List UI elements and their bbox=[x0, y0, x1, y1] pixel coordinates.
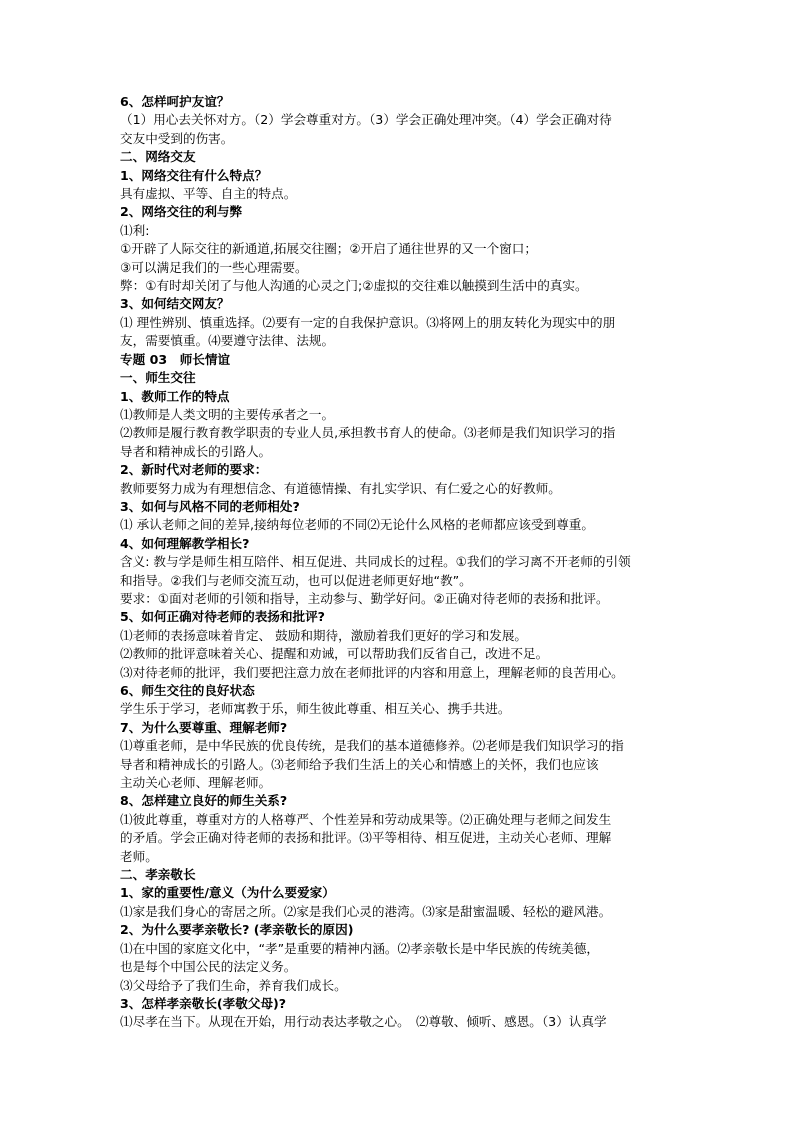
section-heading: 4、如何理解教学相长? bbox=[120, 535, 250, 551]
section-heading: 2、新时代对老师的要求： bbox=[120, 462, 268, 478]
section-heading: 2、网络交往的利与弊 bbox=[120, 204, 243, 220]
text-line: 主动关心老师、理解老师。 bbox=[120, 775, 272, 791]
text-line: ⑴ 承认老师之间的差异,接纳每位老师的不同⑵无论什么风格的老师都应该受到尊重。 bbox=[120, 517, 594, 533]
text-line: （1）用心去关怀对方。（2）学会尊重对方。（3）学会正确处理冲突。（4）学会正确对待 bbox=[120, 112, 612, 128]
section-heading: 6、师生交往的良好状态 bbox=[120, 683, 255, 698]
text-line: ⑴老师的表扬意味着肯定、 鼓励和期待，激励着我们更好的学习和发展。 bbox=[120, 627, 528, 643]
text-line: 老师。 bbox=[120, 848, 158, 864]
document-body bbox=[120, 93, 676, 1032]
text-line: 教师要努力成为有理想信念、有道德情操、有扎实学识、有仁爱之心的好教师。 bbox=[120, 480, 561, 496]
text-line: ⑶对待老师的批评，我们要把注意力放在老师批评的内容和用意上，理解老师的良苦用心。 bbox=[120, 664, 624, 680]
text-line: ⑶父母给予了我们生命，养育我们成长。 bbox=[120, 977, 347, 993]
text-line: ①开辟了人际交往的新通道,拓展交往圈；②开启了通往世界的又一个窗口； bbox=[120, 241, 537, 257]
text-line: 友，需要慎重。⑷要遵守法律、法规。 bbox=[120, 333, 335, 349]
text-line: 导者和精神成长的引路人。 bbox=[120, 443, 272, 459]
section-heading: 1、家的重要性/意义（为什么要爱家） bbox=[120, 885, 335, 901]
section-heading: 一、师生交往 bbox=[120, 370, 196, 386]
text-line: 具有虚拟、平等、自主的特点。 bbox=[120, 186, 297, 202]
section-heading: 二、网络交友 bbox=[120, 149, 196, 165]
text-line: 导者和精神成长的引路人。⑶老师给予我们生活上的关心和情感上的关怀，我们也应该 bbox=[120, 756, 599, 772]
section-heading: 3、怎样孝亲敬长(孝敬父母)? bbox=[120, 995, 287, 1011]
text-line: ⑴利: bbox=[120, 222, 150, 238]
section-heading: 3、如何结交网友？ bbox=[120, 296, 230, 312]
text-line: 学生乐于学习，老师寓教于乐，师生彼此尊重、相互关心、携手共进。 bbox=[120, 701, 511, 717]
text-line: ⑴尽孝在当下。从现在开始，用行动表达孝敬之心。 ⑵尊敬、倾听、感恩。（3）认真学 bbox=[120, 1014, 607, 1030]
text-line: ⑴教师是人类文明的主要传承者之一。 bbox=[120, 406, 335, 422]
section-heading: 专题 03 师长情谊 bbox=[120, 351, 231, 367]
text-line: ⑵教师的批评意味着关心、提醒和劝诫，可以帮助我们反省自己，改进不足。 bbox=[120, 646, 549, 662]
text-line: ⑴尊重老师，是中华民族的优良传统，是我们的基本道德修养。⑵老师是我们知识学习的指 bbox=[120, 738, 624, 754]
text-line: ⑴彼此尊重，尊重对方的人格尊严、个性差异和劳动成果等。⑵正确处理与老师之间发生 bbox=[120, 811, 612, 827]
section-heading: 3、如何与风格不同的老师相处? bbox=[120, 498, 300, 514]
text-line: 含义: 教与学是师生相互陪伴、相互促进、共同成长的过程。①我们的学习离不开老师的引领 bbox=[120, 554, 631, 570]
text-line: ⑵教师是履行教育教学职责的专业人员,承担教书育人的使命。⑶老师是我们知识学习的指 bbox=[120, 425, 616, 441]
text-line: 和指导。②我们与老师交流互动，也可以促进老师更好地“教”。 bbox=[120, 572, 472, 588]
text-line: ⑴家是我们身心的寄居之所。⑵家是我们心灵的港湾。⑶家是甜蜜温暖、轻松的避风港。 bbox=[120, 903, 612, 919]
section-heading: 8、怎样建立良好的师生关系? bbox=[120, 793, 288, 809]
section-heading: 7、为什么要尊重、理解老师? bbox=[120, 719, 288, 735]
text-line: 交友中受到的伤害。 bbox=[120, 130, 234, 146]
text-line: ③可以满足我们的一些心理需要。 bbox=[120, 259, 308, 275]
section-heading: 5、如何正确对待老师的表扬和批评? bbox=[120, 609, 325, 625]
text-line: ⑴ 理性辨别、慎重选择。⑵要有一定的自我保护意识。⑶将网上的朋友转化为现实中的朋 bbox=[120, 314, 616, 330]
text-line: 要求：①面对老师的引领和指导，主动参与、勤学好问。②正确对待老师的表扬和批评。 bbox=[120, 590, 609, 606]
text-line: 的矛盾。学会正确对待老师的表扬和批评。⑶平等相待、相互促进，主动关心老师、理解 bbox=[120, 830, 612, 846]
section-heading: 1、教师工作的特点 bbox=[120, 388, 230, 404]
section-heading: 6、怎样呵护友谊？ bbox=[120, 94, 230, 109]
section-heading: 二、孝亲敬长 bbox=[120, 867, 196, 883]
section-heading: 1、网络交往有什么特点？ bbox=[120, 167, 268, 183]
text-line: 弊：①有时却关闭了与他人沟通的心灵之门;②虚拟的交往难以触摸到生活中的真实。 bbox=[120, 278, 588, 294]
text-line: ⑴在中国的家庭文化中，“孝”是重要的精神内涵。⑵孝亲敬长是中华民族的传统美德， bbox=[120, 940, 600, 956]
section-heading: 2、为什么要孝亲敬长? (孝亲敬长的原因) bbox=[120, 922, 354, 938]
text-line: 也是每个中国公民的法定义务。 bbox=[120, 959, 297, 975]
